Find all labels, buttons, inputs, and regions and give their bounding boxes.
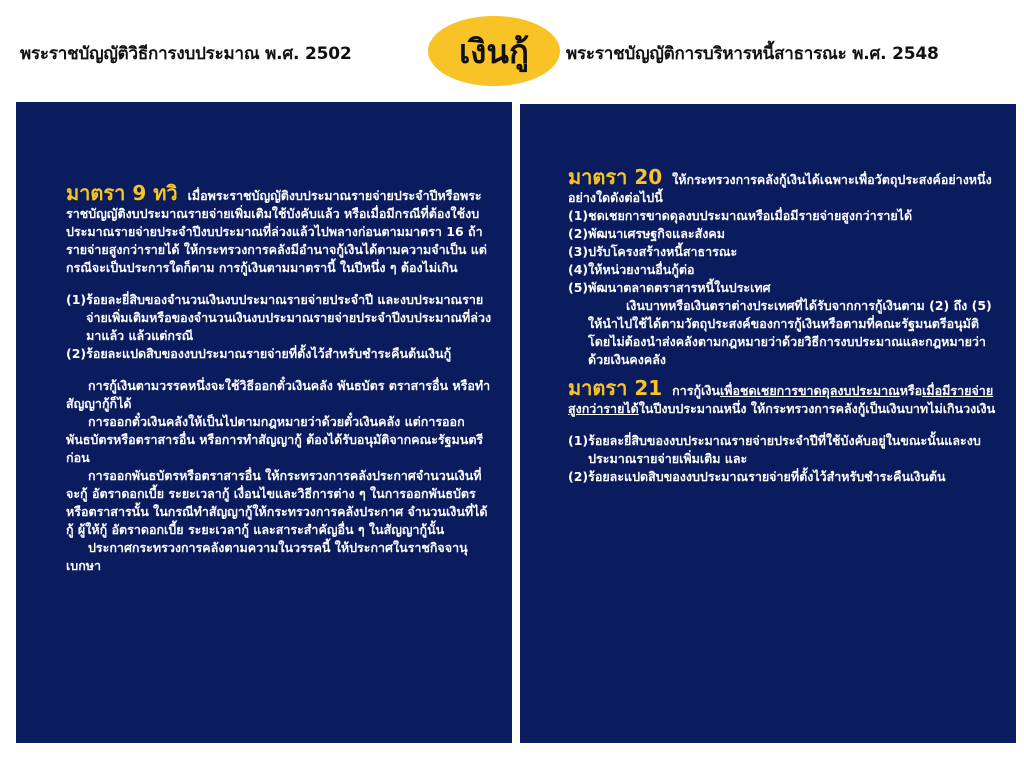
- item-number: (4): [568, 262, 589, 277]
- list-item: [568, 279, 998, 297]
- list-item: [568, 432, 998, 468]
- section-20-note: [568, 297, 998, 369]
- item-text: ร้อยละแปดสิบของงบประมาณรายจ่ายที่ตั้งไว้สำหรับชำระคืนเงินต้น: [588, 469, 946, 484]
- list-item: [66, 345, 494, 363]
- paragraph: ประกาศกระทรวงการคลังตามความในวรรคนี้ ให้ประกาศในราชกิจจานุเบกษา: [66, 540, 468, 573]
- list-item: [568, 243, 998, 261]
- item-number: (2): [66, 346, 87, 361]
- paragraph: การกู้เงินตามวรรคหนึ่งจะใช้วิธีออกตั๋วเงินคลัง พันธบัตร ตราสารอื่น หรือทำสัญญากู้ก็ได้: [66, 378, 491, 411]
- item-text: ปรับโครงสร้างหนี้สาธารณะ: [588, 244, 738, 259]
- item-text: ให้หน่วยงานอื่นกู้ต่อ: [588, 262, 695, 277]
- left-panel: [16, 102, 512, 743]
- list-item: [66, 291, 494, 345]
- list-item: [568, 207, 998, 225]
- item-text: ร้อยละยี่สิบของงบประมาณรายจ่ายประจำปีที่ใช้บังคับอยู่ในขณะนั้นและงบประมาณรายจ่ายเพิ่มเติม และ: [588, 433, 981, 466]
- section-21-paragraph: [568, 376, 998, 418]
- section-20-label: มาตรา 20: [568, 165, 663, 189]
- right-panel: [520, 104, 1016, 743]
- section-20-intro: ให้กระทรวงการคลังกู้เงินได้เฉพาะเพื่อวัตถุประสงค์อย่างหนึ่งอย่างใดดังต่อไปนี้: [568, 172, 992, 205]
- item-text: ร้อยละยี่สิบของจำนวนเงินงบประมาณรายจ่ายประจำปี และงบประมาณรายจ่ายเพิ่มเติมหรือของจำนวนเงินงบประมาณรายจ่ายประจำปีงบประมาณที่ล่วงมาแล้ว แล้วแต่กรณี: [86, 292, 492, 343]
- section-9-paragraph: [66, 181, 494, 277]
- item-number: (2): [568, 469, 589, 484]
- section-21-text-a: การกู้เงิน: [672, 383, 720, 398]
- item-text: ชดเชยการขาดดุลงบประมาณหรือเมื่อมีรายจ่ายสูงกว่ารายได้: [588, 208, 913, 223]
- item-number: (1): [568, 208, 589, 223]
- note-text: เงินบาทหรือเงินตราต่างประเทศที่ได้รับจากการกู้เงินตาม (2) ถึง (5) ให้นำไปใช้ได้ตามวัตถุประสงค์ของการกู้เงินหรือตามที่คณะรัฐมนตรีอนุมัติโดยไม่ต้องนำส่งคลังตามกฎหมายว่าด้วยวิธีการงบประมาณและกฎหมายว่าด้วยเงินคงคลัง: [588, 298, 992, 367]
- item-number: (5): [568, 280, 589, 295]
- item-text: พัฒนาเศรษฐกิจและสังคม: [588, 226, 725, 241]
- item-number: (2): [568, 226, 589, 241]
- section-20-paragraph: [568, 165, 998, 207]
- list-item: [568, 468, 998, 486]
- item-number: (3): [568, 244, 589, 259]
- section-21-text-b: หรือ: [899, 383, 923, 398]
- section-9-intro: เมื่อพระราชบัญญัติงบประมาณรายจ่ายประจำปีหรือพระราชบัญญัติงบประมาณรายจ่ายเพิ่มเติมใช้บังคับแล้ว หรือเมื่อมีกรณีที่ต้องใช้งบประมาณรายจ่ายประจำปีงบประมาณที่ล่วงแล้วไปพลางก่อนตามมาตรา 16 ถ้ารายจ่ายสูงกว่ารายได้ ให้กระทรวงการคลังมีอำนาจกู้เงินได้ตามความจำเป็น แต่กรณีจะเป็นประการใดก็ตาม การกู้เงินตามมาตรานี้ ในปีหนึ่ง ๆ ต้องไม่เกิน: [66, 188, 487, 275]
- item-number: (1): [66, 292, 87, 307]
- list-item: [568, 261, 998, 279]
- item-text: ร้อยละแปดสิบของงบประมาณรายจ่ายที่ตั้งไว้สำหรับชำระคืนต้นเงินกู้: [86, 346, 452, 361]
- section-21-text-c: ในปีงบประมาณหนึ่ง ให้กระทรวงการคลังกู้เป็นเงินบาทไม่เกินวงเงิน: [638, 401, 996, 416]
- list-item: [568, 225, 998, 243]
- loan-badge: เงินกู้: [428, 16, 560, 86]
- section-21-underline-2: เมื่อมีรายจ่ายสูงกว่ารายได้: [568, 383, 994, 416]
- section-9-label: มาตรา 9 ทวิ: [66, 181, 178, 205]
- item-text: พัฒนาตลาดตราสารหนี้ในประเทศ: [588, 280, 771, 295]
- left-act-title: พระราชบัญญัติวิธีการงบประมาณ พ.ศ. 2502: [20, 44, 352, 64]
- right-act-title: พระราชบัญญัติการบริหารหนี้สาธารณะ พ.ศ. 2548: [566, 44, 939, 64]
- item-number: (1): [568, 433, 589, 448]
- paragraph: การออกตั๋วเงินคลังให้เป็นไปตามกฎหมายว่าด้วยตั๋วเงินคลัง แต่การออกพันธบัตรหรือตราสารอื่น หรือการทำสัญญากู้ ต้องได้รับอนุมัติจากคณะรัฐมนตรีก่อน: [66, 414, 484, 465]
- section-21-label: มาตรา 21: [568, 376, 663, 400]
- paragraph: การออกพันธบัตรหรือตราสารอื่น ให้กระทรวงการคลังประกาศจำนวนเงินที่จะกู้ อัตราดอกเบี้ย ระยะเวลากู้ เงื่อนไขและวิธีการต่าง ๆ ในการออกพันธบัตรหรือตราสารนั้น ในกรณีทำสัญญากู้ให้กระทรวงการคลังประกาศ จำนวนเงินที่ได้กู้ ผู้ให้กู้ อัตราดอกเบี้ย ระยะเวลากู้ และสาระสำคัญอื่น ๆ ในสัญญากู้นั้น: [66, 468, 488, 537]
- section-21-underline-1: เพื่อชดเชยการขาดดุลงบประมาณ: [719, 383, 900, 398]
